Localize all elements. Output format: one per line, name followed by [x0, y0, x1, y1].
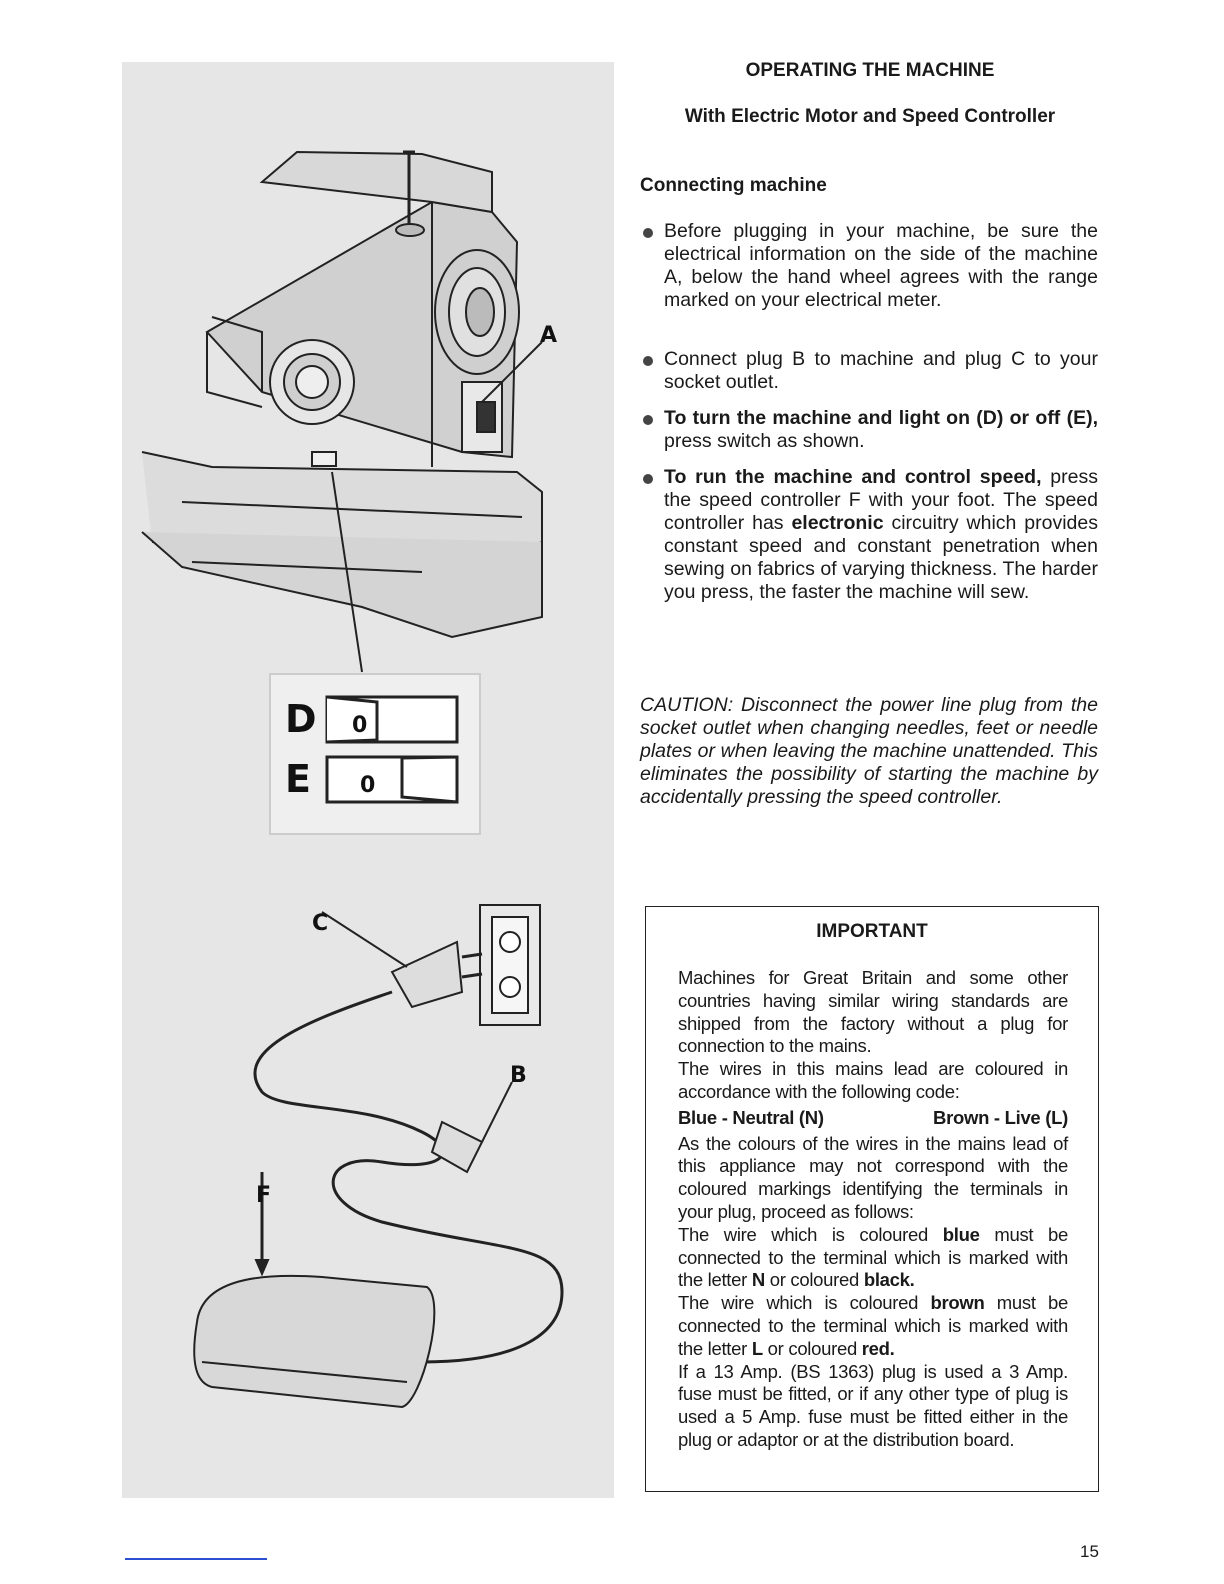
important-para: The wires in this mains lead are coloured in accordance with the following code:: [678, 1058, 1068, 1102]
bullet-text: Connect plug B to machine and plug C to your socket outlet.: [664, 348, 1098, 393]
bullet-text: press the speed controller F with your foot. The speed controller has: [664, 466, 1098, 534]
bullet-text: circuitry which provides constant speed and constant penetration when sewing on fabrics of varying thickness. The harder you press, the faster the machine will sew.: [664, 512, 1098, 603]
bullet-item: [640, 348, 1098, 394]
important-box: [645, 906, 1099, 1492]
bullet-icon: [643, 228, 653, 238]
important-para: If a 13 Amp. (BS 1363) plug is used a 3 Amp. fuse must be fitted, or if any other type of plug is used a 5 Amp. fuse must be fitted either in the plug or adaptor or at the distribution board.: [678, 1360, 1068, 1450]
bullet-icon: [643, 415, 653, 425]
page-number: 15: [1080, 1542, 1099, 1561]
wire-code-row: [678, 1107, 1068, 1130]
page-heading: OPERATING THE MACHINE: [745, 60, 995, 81]
important-para: Machines for Great Britain and some other countries having similar wiring standards are shipped from the factory without a plug for connection to the mains.: [678, 967, 1068, 1057]
code-brown: Brown - Live (L): [933, 1106, 1068, 1128]
label-f: F: [256, 1183, 272, 1208]
machine-illustration: [122, 62, 614, 1498]
page-subheading: With Electric Motor and Speed Controller: [684, 106, 1056, 127]
bullet-icon: [643, 474, 653, 484]
bullet-text: Before plugging in your machine, be sure the electrical information on the side of the machine A, below the hand wheel agrees with the range marked on your electrical meter.: [664, 220, 1098, 311]
bullet-item: [640, 407, 1098, 453]
link-underline: [125, 1558, 267, 1560]
label-c: C: [312, 911, 329, 936]
section-title: Connecting machine: [640, 175, 827, 196]
bullet-text: press switch as shown.: [664, 430, 865, 452]
code-blue: Blue - Neutral (N): [678, 1106, 824, 1128]
bullet-item: [640, 220, 1098, 312]
important-para: The wire which is coloured brown must be connected to the terminal which is marked with the letter L or coloured red.: [678, 1292, 1068, 1359]
label-e: E: [285, 757, 311, 801]
important-body: [678, 967, 1068, 1452]
caution-text: CAUTION: Disconnect the power line plug from the socket outlet when changing needles, feet or needle plates or when leaving the machine unattended. This eliminates the possibility of starting the machine by accidentally pressing the speed controller.: [640, 694, 1098, 808]
bullet-bold: electronic: [791, 512, 884, 534]
sewing-machine-drawing: [122, 62, 614, 1498]
label-b: B: [510, 1063, 527, 1088]
label-d: D: [285, 697, 317, 741]
important-para: As the colours of the wires in the mains lead of this appliance may not correspond with the coloured markings identifying the terminals in your plug, proceed as follows:: [678, 1132, 1068, 1222]
important-title: IMPORTANT: [816, 921, 928, 942]
switch-e-mark: 0: [360, 773, 376, 798]
bullet-icon: [643, 356, 653, 366]
bullet-bold: To run the machine and control speed,: [664, 466, 1042, 488]
switch-d-mark: 0: [352, 713, 368, 738]
important-para: The wire which is coloured blue must be connected to the terminal which is marked with the letter N or coloured black.: [678, 1223, 1069, 1291]
label-a: A: [540, 323, 558, 348]
bullet-item: [640, 466, 1098, 604]
bullet-bold: To turn the machine and light on (D) or off (E),: [664, 407, 1098, 429]
